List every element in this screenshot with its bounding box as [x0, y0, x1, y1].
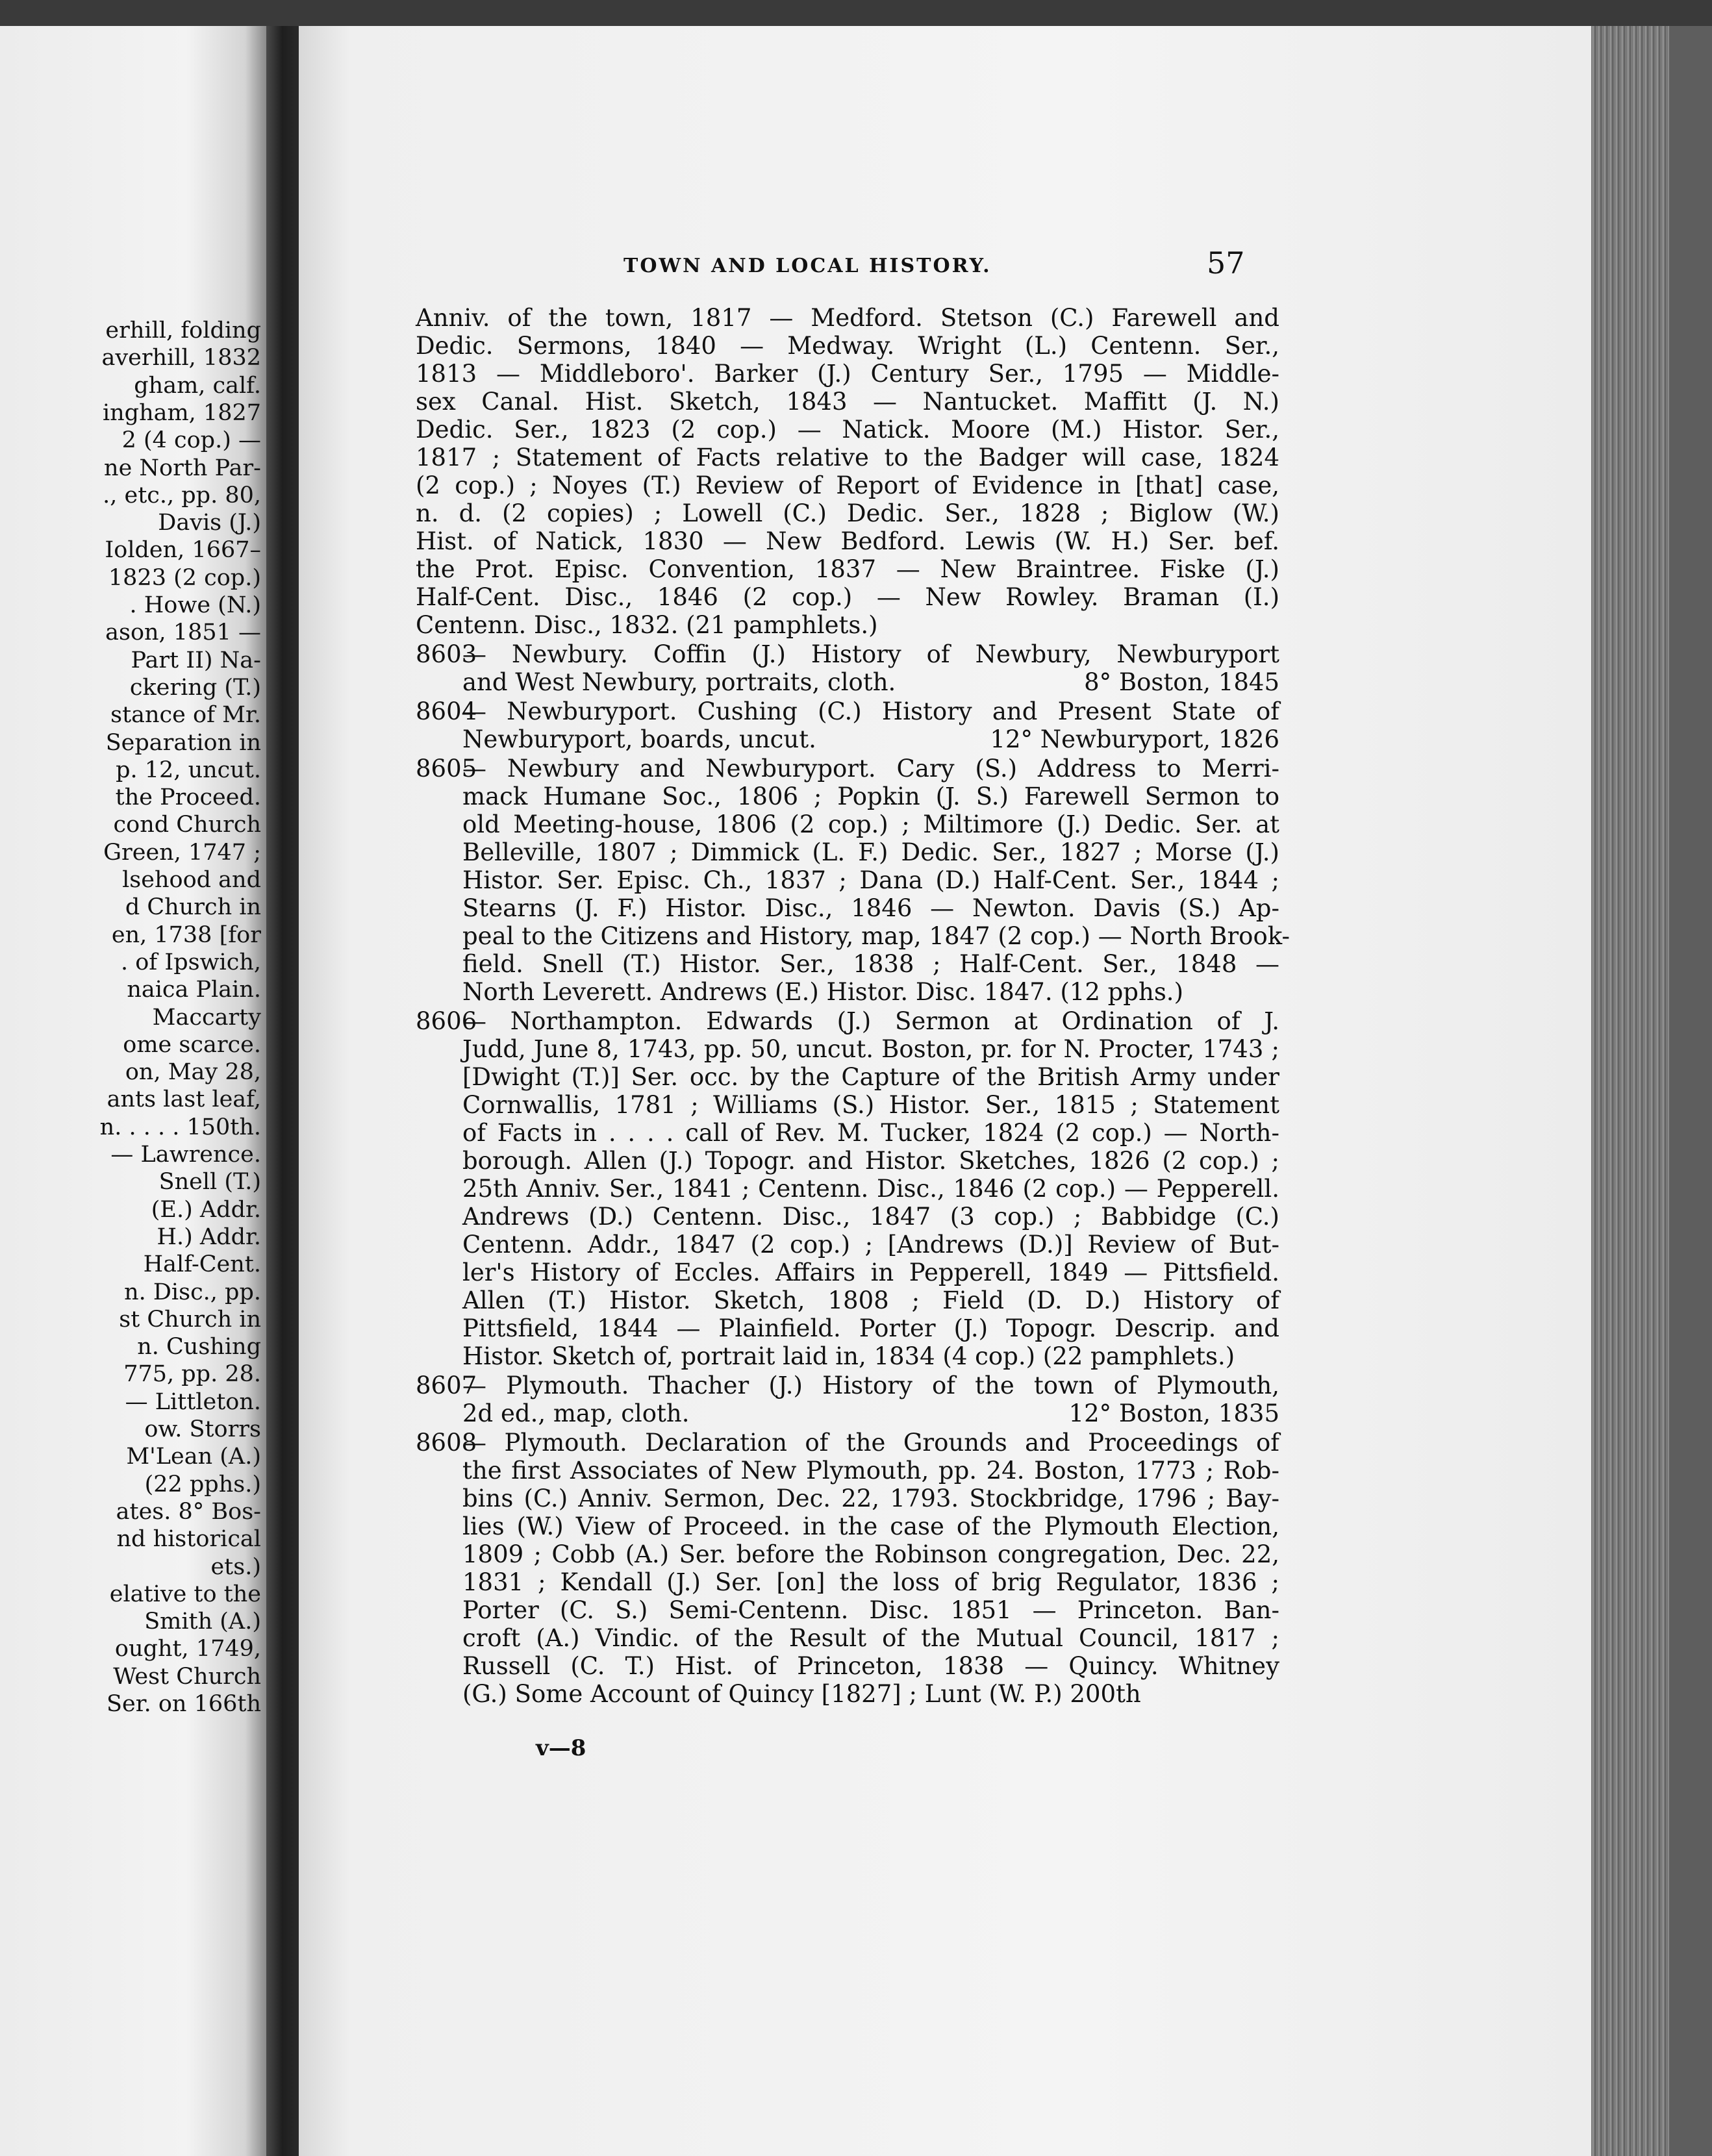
entry-line: [416, 1652, 1279, 1680]
entry-line: [416, 555, 1279, 583]
entry-line: [416, 471, 1279, 499]
entry-line: [416, 838, 1279, 866]
entry-line: [416, 1286, 1279, 1314]
entry-line: [416, 1063, 1279, 1091]
left-page-line: n. Cushing: [137, 1334, 261, 1360]
left-page-line: 775, pp. 28.: [123, 1361, 261, 1388]
entry-line: [416, 640, 1279, 668]
lot-number: 8603: [416, 640, 477, 668]
left-page-line: M'Lean (A.): [126, 1444, 261, 1470]
left-page-line: (22 pphs.): [144, 1471, 261, 1498]
entry-text: Cornwallis, 1781 ; Williams (S.) Histor. Ser., 1815 ; Statement: [462, 1091, 1279, 1119]
left-page-line: (E.) Addr.: [151, 1196, 261, 1223]
entry-line: [416, 1147, 1279, 1175]
entry-line: [416, 1175, 1279, 1203]
entry-line: [416, 360, 1279, 388]
left-page-line: Davis (J.): [158, 510, 261, 536]
entry-line: [416, 499, 1279, 527]
left-page-line: cond Church: [113, 812, 261, 838]
entry-line: [416, 416, 1279, 444]
entry-line: [416, 1568, 1279, 1596]
entry-line: [416, 978, 1279, 1006]
left-page-line: Separation in: [105, 729, 261, 756]
entry-line: [416, 1231, 1279, 1259]
entry-text: — Plymouth. Thacher (J.) History of the town of Plymouth,: [462, 1372, 1279, 1399]
imprint: 8° Boston, 1845: [1084, 668, 1279, 696]
entry-line: [416, 304, 1279, 332]
entry-text: ler's History of Eccles. Affairs in Pepperell, 1849 — Pittsfield.: [462, 1259, 1279, 1286]
left-page-line: naica Plain.: [127, 977, 261, 1003]
entry-line: [416, 1259, 1279, 1286]
signature-mark: v—8: [536, 1735, 586, 1761]
running-header: TOWN AND LOCAL HISTORY.: [623, 255, 992, 277]
entry-text: 25th Anniv. Ser., 1841 ; Centenn. Disc., 1846 (2 cop.) — Pepperell.: [462, 1175, 1279, 1203]
entry-text: bins (C.) Anniv. Sermon, Dec. 22, 1793. Stockbridge, 1796 ; Bay-: [462, 1485, 1279, 1512]
entry-line: [416, 668, 1279, 696]
entry-text: borough. Allen (J.) Topogr. and Histor. Sketches, 1826 (2 cop.) ;: [462, 1147, 1279, 1175]
left-page-line: ants last leaf,: [107, 1086, 261, 1113]
left-page-line: elative to the: [109, 1581, 261, 1607]
entry-line: [416, 1314, 1279, 1342]
entry-text: field. Snell (T.) Histor. Ser., 1838 ; Half-Cent. Ser., 1848 —: [462, 950, 1279, 978]
left-page-line: on, May 28,: [125, 1059, 261, 1086]
left-page-line: ingham, 1827: [102, 399, 261, 426]
entry-text: and West Newbury, portraits, cloth.: [462, 668, 896, 696]
entry-text: Judd, June 8, 1743, pp. 50, uncut. Boston, pr. for N. Procter, 1743 ;: [462, 1035, 1279, 1063]
entry-line: [416, 388, 1279, 416]
entry-text: Half-Cent. Disc., 1846 (2 cop.) — New Rowley. Braman (I.): [416, 583, 1279, 611]
entry-line: [416, 332, 1279, 360]
entry-text: (G.) Some Account of Quincy [1827] ; Lunt (W. P.) 200th: [462, 1680, 1141, 1708]
left-page-line: lsehood and: [122, 867, 261, 893]
left-page-line: averhill, 1832: [101, 345, 261, 371]
entry-line: [416, 1007, 1279, 1035]
entry-text: (2 cop.) ; Noyes (T.) Review of Report of Evidence in [that] case,: [416, 471, 1279, 499]
left-page-line: ow. Storrs: [144, 1416, 261, 1442]
lot-number: 8606: [416, 1007, 477, 1035]
entry-text: Stearns (J. F.) Histor. Disc., 1846 — Newton. Davis (S.) Ap-: [462, 894, 1279, 922]
lot-number: 8604: [416, 697, 477, 725]
entry-text: — Plymouth. Declaration of the Grounds and Proceedings of: [462, 1429, 1279, 1457]
entry-text: Histor. Ser. Episc. Ch., 1837 ; Dana (D.) Half-Cent. Ser., 1844 ;: [462, 866, 1279, 894]
entry-text: 1813 — Middleboro'. Barker (J.) Century Ser., 1795 — Middle-: [416, 360, 1279, 388]
left-page-line: . Howe (N.): [129, 592, 261, 618]
entry-text: 1817 ; Statement of Facts relative to the Badger will case, 1824: [416, 444, 1279, 471]
left-page-text: [0, 0, 266, 2156]
left-page-line: en, 1738 [for: [111, 921, 261, 948]
entry-text: peal to the Citizens and History, map, 1847 (2 cop.) — North Brook-: [462, 922, 1290, 950]
left-page-line: Half-Cent.: [143, 1251, 261, 1278]
entry-text: Newburyport, boards, uncut.: [462, 725, 816, 753]
entry-line: [416, 1540, 1279, 1568]
left-page-line: ates. 8° Bos-: [116, 1498, 261, 1525]
entry-line: [416, 611, 1279, 639]
left-page-line: the Proceed.: [115, 784, 261, 811]
entry-line: [416, 1485, 1279, 1512]
entry-line: [416, 444, 1279, 471]
entry-line: [416, 1372, 1279, 1399]
entry-line: [416, 1203, 1279, 1231]
entry-line: [416, 725, 1279, 753]
entry-text: 1809 ; Cobb (A.) Ser. before the Robinson congregation, Dec. 22,: [462, 1540, 1279, 1568]
entry-text: the Prot. Episc. Convention, 1837 — New Braintree. Fiske (J.): [416, 555, 1279, 583]
left-page-line: ckering (T.): [129, 674, 261, 701]
entry-line: [416, 1512, 1279, 1540]
entry-line: [416, 1457, 1279, 1485]
entry-line: [416, 697, 1279, 725]
entry-text: the first Associates of New Plymouth, pp. 24. Boston, 1773 ; Rob-: [462, 1457, 1279, 1485]
catalogue-entries: [416, 304, 1290, 1709]
entry-text: Hist. of Natick, 1830 — New Bedford. Lewis (W. H.) Ser. bef.: [416, 527, 1279, 555]
entry-text: old Meeting-house, 1806 (2 cop.) ; Miltimore (J.) Dedic. Ser. at: [462, 810, 1279, 838]
entry-line: [416, 1119, 1279, 1147]
left-page-line: stance of Mr.: [110, 702, 261, 729]
entry-text: 2d ed., map, cloth.: [462, 1399, 690, 1427]
entry-text: croft (A.) Vindic. of the Result of the Mutual Council, 1817 ;: [462, 1624, 1279, 1652]
left-page-line: st Church in: [119, 1306, 261, 1333]
lot-number: 8605: [416, 755, 477, 783]
left-page-line: West Church: [113, 1663, 261, 1690]
entry-line: [416, 1680, 1279, 1708]
page-number: 57: [1207, 245, 1245, 281]
left-page-line: Smith (A.): [144, 1609, 261, 1635]
entry-text: 1831 ; Kendall (J.) Ser. [on] the loss of brig Regulator, 1836 ;: [462, 1568, 1279, 1596]
imprint: 12° Newburyport, 1826: [990, 725, 1279, 753]
entry-line: [416, 810, 1279, 838]
left-page-line: erhill, folding: [105, 318, 261, 344]
entry-text: mack Humane Soc., 1806 ; Popkin (J. S.) Farewell Sermon to: [462, 783, 1279, 810]
page-edges: [1591, 26, 1712, 2156]
entry-text: — Newbury. Coffin (J.) History of Newbury, Newburyport: [462, 640, 1279, 668]
left-page-line: p. 12, uncut.: [116, 757, 261, 783]
left-page-line: H.) Addr.: [157, 1223, 261, 1250]
entry-text: — Newburyport. Cushing (C.) History and Present State of: [462, 697, 1279, 725]
entry-line: [416, 1596, 1279, 1624]
entry-text: Anniv. of the town, 1817 — Medford. Stetson (C.) Farewell and: [416, 304, 1279, 332]
entry-line: [416, 1342, 1279, 1370]
left-page-line: d Church in: [125, 894, 261, 921]
entry-line: [416, 1429, 1279, 1457]
book-gutter: [266, 26, 299, 2156]
left-page-line: 1823 (2 cop.): [108, 564, 261, 591]
left-page-line: gham, calf.: [134, 372, 261, 399]
entry-text: Porter (C. S.) Semi-Centenn. Disc. 1851 — Princeton. Ban-: [462, 1596, 1279, 1624]
left-page-line: ne North Par-: [104, 455, 261, 481]
entry-text: Pittsfield, 1844 — Plainfield. Porter (J.) Topogr. Descrip. and: [462, 1314, 1279, 1342]
entry-text: sex Canal. Hist. Sketch, 1843 — Nantucket. Maffitt (J. N.): [416, 388, 1279, 416]
entry-text: n. d. (2 copies) ; Lowell (C.) Dedic. Ser., 1828 ; Biglow (W.): [416, 499, 1279, 527]
entry-text: [Dwight (T.)] Ser. occ. by the Capture of the British Army under: [462, 1063, 1279, 1091]
entry-line: [416, 866, 1279, 894]
entry-line: [416, 922, 1290, 950]
left-page-line: — Littleton.: [125, 1388, 261, 1415]
left-page-line: 2 (4 cop.) —: [121, 427, 261, 454]
left-page-line: ., etc., pp. 80,: [103, 482, 261, 508]
left-page-line: Snell (T.): [158, 1169, 261, 1196]
left-page-line: Part II) Na-: [131, 647, 261, 673]
entry-text: Histor. Sketch of, portrait laid in, 1834 (4 cop.) (22 pamphlets.): [462, 1342, 1235, 1370]
entry-text: lies (W.) View of Proceed. in the case of the Plymouth Election,: [462, 1512, 1279, 1540]
lot-number: 8607: [416, 1372, 477, 1399]
entry-line: [416, 1091, 1279, 1119]
entry-text: — Northampton. Edwards (J.) Sermon at Ordination of J.: [462, 1007, 1279, 1035]
left-page-line: ason, 1851 —: [105, 620, 261, 646]
entry-line: [416, 950, 1279, 978]
left-page-line: ought, 1749,: [114, 1636, 261, 1662]
entry-text: Russell (C. T.) Hist. of Princeton, 1838 — Quincy. Whitney: [462, 1652, 1279, 1680]
lot-number: 8608: [416, 1429, 477, 1457]
entry-text: North Leverett. Andrews (E.) Histor. Disc. 1847. (12 pphs.): [462, 978, 1183, 1006]
left-page-line: n. . . . . 150th.: [99, 1114, 261, 1140]
entry-line: [416, 583, 1279, 611]
entry-line: [416, 1035, 1279, 1063]
left-page-line: n. Disc., pp.: [124, 1279, 261, 1305]
left-page-line: Ser. on 166th: [107, 1691, 261, 1717]
entry-text: Andrews (D.) Centenn. Disc., 1847 (3 cop.) ; Babbidge (C.): [462, 1203, 1279, 1231]
left-page-line: Maccarty: [152, 1004, 261, 1031]
entry-text: Belleville, 1807 ; Dimmick (L. F.) Dedic. Ser., 1827 ; Morse (J.): [462, 838, 1279, 866]
entry-line: [416, 783, 1279, 810]
left-page-line: nd historical: [116, 1526, 261, 1553]
left-page-line: ome scarce.: [123, 1031, 261, 1058]
left-page-line: ets.): [210, 1553, 261, 1580]
entry-line: [416, 755, 1279, 783]
entry-line: [416, 527, 1279, 555]
entry-text: Dedic. Ser., 1823 (2 cop.) — Natick. Moore (M.) Histor. Ser.,: [416, 416, 1279, 444]
entry-text: Dedic. Sermons, 1840 — Medway. Wright (L.) Centenn. Ser.,: [416, 332, 1279, 360]
imprint: 12° Boston, 1835: [1068, 1399, 1279, 1427]
left-page-line: Green, 1747 ;: [103, 839, 261, 866]
left-page-line: . of Ipswich,: [120, 949, 261, 975]
entry-text: Allen (T.) Histor. Sketch, 1808 ; Field (D. D.) History of: [462, 1286, 1279, 1314]
entry-line: [416, 1399, 1279, 1427]
entry-line: [416, 894, 1279, 922]
left-page-line: Iolden, 1667–: [105, 537, 261, 564]
entry-text: of Facts in . . . . call of Rev. M. Tucker, 1824 (2 cop.) — North-: [462, 1119, 1279, 1147]
left-page-line: — Lawrence.: [110, 1142, 261, 1168]
entry-text: — Newbury and Newburyport. Cary (S.) Address to Merri-: [462, 755, 1279, 783]
entry-text: Centenn. Disc., 1832. (21 pamphlets.): [416, 611, 878, 639]
entry-line: [416, 1624, 1279, 1652]
entry-text: Centenn. Addr., 1847 (2 cop.) ; [Andrews (D.)] Review of But-: [462, 1231, 1279, 1259]
